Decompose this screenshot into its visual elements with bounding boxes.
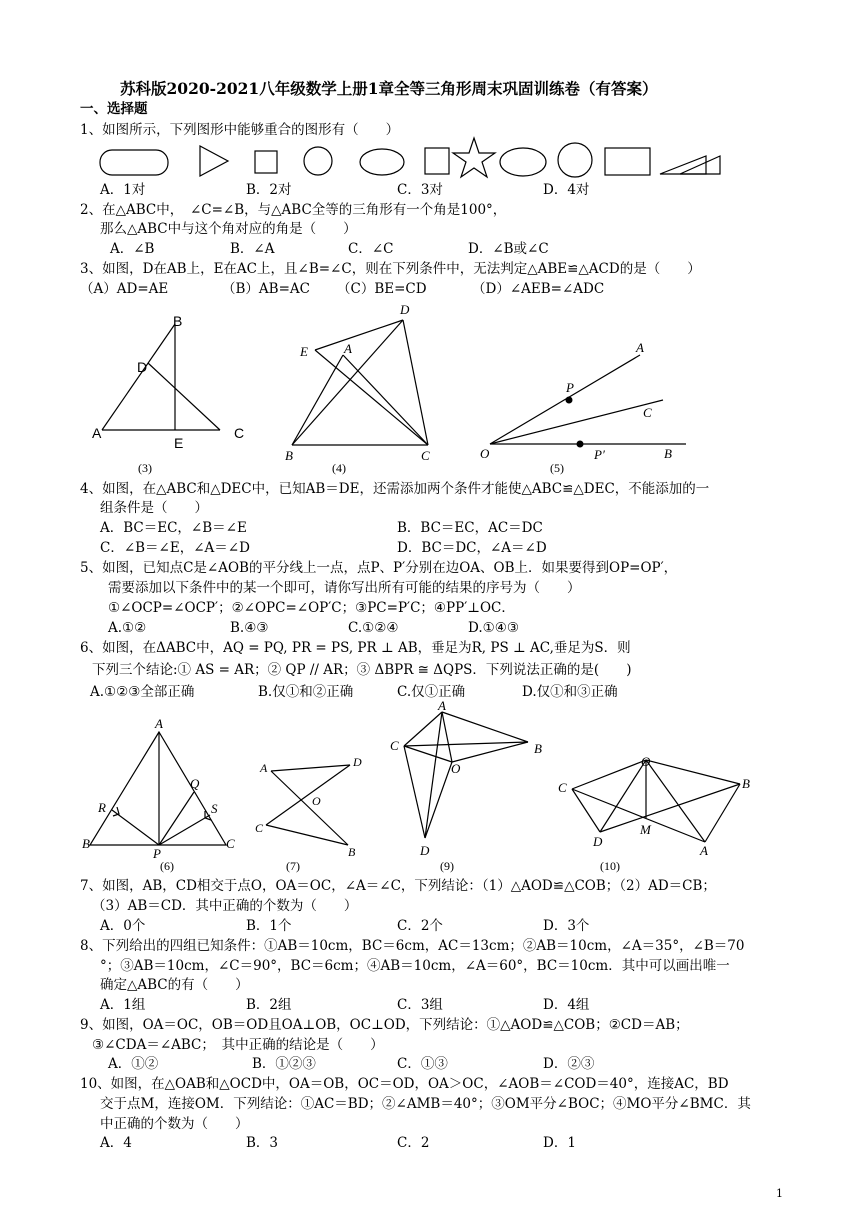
square-shape-2 <box>425 148 449 174</box>
figure-4 <box>285 302 430 475</box>
q1-option-c: C．3对 <box>397 182 443 198</box>
fig4-label-e: E <box>300 344 308 359</box>
q5-option-b: B.④③ <box>230 620 269 636</box>
circle-shape <box>304 147 332 175</box>
fig7-label-a: A <box>260 761 268 775</box>
figures-row-1 <box>80 300 780 478</box>
q6-stem-2: 下列三个结论:① AS = AR；② QP // AR；③ ΔBPR ≅ ΔQPS．下列说法正确的是( ) <box>92 662 632 678</box>
q7-option-c: C．2个 <box>397 918 443 934</box>
q4-option-c: C．∠B＝∠E，∠A＝∠D <box>100 540 250 556</box>
q7-stem-2: （3）AB＝CD．其中正确的个数为（ ） <box>92 898 358 914</box>
fig10-label-d: D <box>593 834 603 849</box>
q3-option-a: （A）AD=AE <box>80 281 169 297</box>
q4-option-b: B．BC＝EC，AC＝DC <box>397 520 543 536</box>
fig4-label-a: A <box>344 341 352 356</box>
fig4-label-c: C <box>421 448 430 463</box>
q9-option-a: A．①② <box>108 1056 159 1072</box>
q8-option-a: A．1组 <box>100 997 146 1013</box>
q6-option-d: D.仅①和③正确 <box>522 684 618 700</box>
q10-option-c: C．2 <box>397 1135 430 1151</box>
q4-stem-2: 组条件是（ ） <box>100 500 208 516</box>
page-title: 苏科版2020-2021八年级数学上册1章全等三角形周末巩固训练卷（有答案） <box>120 79 658 98</box>
fig5-caption: (5) <box>550 461 564 475</box>
fig5-label-c: C <box>643 405 652 420</box>
q5-stem: 5、如图，已知点C是∠AOB的平分线上一点，点P、P′分别在边OA、OB上．如果要得到OP=OP′， <box>80 560 678 576</box>
figure-7 <box>255 755 362 873</box>
ellipse-shape <box>360 149 404 175</box>
q2-option-c: C．∠C <box>348 241 394 257</box>
fig9-label-d: D <box>420 843 430 858</box>
star-shape <box>453 138 495 177</box>
fig3-label-c: C <box>234 425 245 441</box>
fig9-label-o: O <box>451 761 461 776</box>
q6-option-a: A.①②③全部正确 <box>90 684 195 700</box>
q5-option-d: D.①④③ <box>468 620 519 636</box>
fig9-label-c: C <box>390 738 399 753</box>
fig6-label-b: B <box>82 836 90 851</box>
q9-option-c: C．①③ <box>397 1056 448 1072</box>
point-p-prime <box>577 441 584 448</box>
q6-option-b: B.仅①和②正确 <box>258 684 354 700</box>
q2-stem-2: 那么△ABC中与这个角对应的角是（ ） <box>100 221 357 237</box>
fig6-label-r: R <box>98 800 106 815</box>
q9-option-b: B．①②③ <box>252 1056 316 1072</box>
fig4-caption: (4) <box>332 461 346 475</box>
fig3-label-e: E <box>174 435 184 451</box>
q1-option-a: A．1对 <box>100 182 146 198</box>
fig6-label-q: Q <box>190 776 200 791</box>
q2-option-b: B．∠A <box>230 241 275 257</box>
fig6-label-s: S <box>211 801 218 816</box>
fig5-label-o: O <box>480 446 490 461</box>
fig3-label-a: A <box>92 425 102 441</box>
q8-stem: 8、下列给出的四组已知条件：①AB＝10cm，BC＝6cm，AC＝13cm；②AB＝10cm，∠A＝35°，∠B＝70 <box>80 938 745 954</box>
figures-row-2 <box>80 700 780 878</box>
fig10-label-a: A <box>700 843 708 858</box>
fig10-label-m: M <box>640 822 651 837</box>
q1-stem: 1、如图所示，下列图形中能够重合的图形有（ ） <box>80 122 400 138</box>
ellipse-shape-2 <box>500 148 546 176</box>
fig7-caption: (7) <box>286 859 300 873</box>
fig10-label-b: B <box>742 776 750 791</box>
fig6-caption: (6) <box>160 859 174 873</box>
q8-option-d: D．4组 <box>543 997 590 1013</box>
q2-option-d: D．∠B或∠C <box>468 241 549 257</box>
figure-6 <box>82 716 235 873</box>
fig10-caption: (10) <box>600 859 620 873</box>
fig5-label-b: B <box>664 446 672 461</box>
q8-option-c: C．3组 <box>397 997 443 1013</box>
q10-option-b: B．3 <box>246 1135 279 1151</box>
fig6-label-a: A <box>155 716 163 731</box>
q7-option-d: D．3个 <box>543 918 590 934</box>
fig5-label-a: A <box>636 340 644 355</box>
q10-stem-3: 中正确的个数为（ ） <box>100 1116 249 1132</box>
q7-option-b: B．1个 <box>246 918 292 934</box>
q10-stem-2: 交于点M，连接OM．下列结论：①AC＝BD；②∠AMB＝40°；③OM平分∠BOC；④MO平分∠BMC．其 <box>100 1096 751 1112</box>
q9-option-d: D．②③ <box>543 1056 595 1072</box>
fig3-label-d: D <box>137 359 148 375</box>
fig7-label-o: O <box>312 794 321 808</box>
point-p <box>566 397 573 404</box>
q1-option-b: B．2对 <box>246 182 292 198</box>
fig7-label-b: B <box>348 845 356 859</box>
fig3-label-b: B <box>173 313 183 329</box>
rectangle-shape <box>605 148 650 175</box>
fig7-label-d: D <box>353 755 362 769</box>
q5-option-c: C.①②④ <box>348 620 399 636</box>
figure-5 <box>480 340 686 475</box>
fig10-label-o: O <box>641 754 651 769</box>
fig3-caption: (3) <box>138 461 152 475</box>
q5-option-a: A.①② <box>108 620 147 636</box>
q3-option-d: （D）∠AEB=∠ADC <box>472 281 605 297</box>
q2-option-a: A．∠B <box>110 241 155 257</box>
q1-shapes-figure <box>90 136 730 180</box>
fig9-label-b: B <box>534 741 542 756</box>
q6-option-c: C.仅①正确 <box>397 684 466 700</box>
fig9-caption: (9) <box>440 859 454 873</box>
q2-stem: 2、在△ABC中， ∠C=∠B，与△ABC全等的三角形有一个角是100°， <box>80 202 507 218</box>
q7-option-a: A．0个 <box>100 918 146 934</box>
q3-option-b: （B）AB=AC <box>222 281 310 297</box>
figure-3 <box>92 313 244 475</box>
q4-option-d: D．BC＝DC，∠A＝∠D <box>397 540 547 556</box>
square-shape <box>255 151 277 173</box>
q6-stem: 6、如图，在ΔABC中，AQ = PQ, PR = PS, PR ⊥ AB，垂足为R, PS ⊥ AC,垂足为S．则 <box>80 640 631 656</box>
fig5-label-p: P <box>566 380 574 395</box>
q3-stem: 3、如图，D在AB上，E在AC上，且∠B=∠C，则在下列条件中，无法判定△ABE≌△ACD的是（ ） <box>80 261 701 277</box>
q8-stem-3: 确定△ABC的有（ ） <box>100 977 249 993</box>
q10-option-d: D．1 <box>543 1135 576 1151</box>
q8-option-b: B．2组 <box>246 997 292 1013</box>
q7-stem: 7、如图，AB，CD相交于点O，OA＝OC，∠A＝∠C，下列结论：（1）△AOD≌△COB；（2）AD＝CB； <box>80 878 716 894</box>
q3-option-c: （C）BE=CD <box>337 281 427 297</box>
fig5-label-p-prime: P′ <box>594 447 605 462</box>
circle-shape-2 <box>558 143 592 177</box>
q5-stem-3: ①∠OCP=∠OCP′；②∠OPC=∠OP′C；③PC=P′C；④PP′⊥OC． <box>108 600 515 616</box>
figure-9 <box>390 700 542 873</box>
figure-10 <box>558 754 750 873</box>
q9-stem: 9、如图，OA＝OC，OB＝OD且OA⊥OB，OC⊥OD，下列结论：①△AOD≌△COB；②CD＝AB； <box>80 1017 689 1033</box>
q10-option-a: A．4 <box>100 1135 132 1151</box>
q1-option-d: D．4对 <box>543 182 590 198</box>
rounded-rect-shape <box>100 150 168 175</box>
section-heading: 一、选择题 <box>80 101 148 117</box>
q5-stem-2: 需要添加以下条件中的某一个即可，请你写出所有可能的结果的序号为（ ） <box>108 580 581 596</box>
fig6-label-p: P <box>153 846 161 861</box>
page-number: 1 <box>776 1187 783 1200</box>
triangle-shape <box>200 146 228 176</box>
fig9-label-a: A <box>438 700 446 713</box>
fig6-label-c: C <box>226 836 235 851</box>
q10-stem: 10、如图，在△OAB和△OCD中，OA＝OB，OC＝OD，OA＞OC，∠AOB＝∠COD＝40°，连接AC，BD <box>80 1076 729 1092</box>
fig4-label-d: D <box>400 302 410 317</box>
q4-stem: 4、如图，在△ABC和△DEC中，已知AB＝DE，还需添加两个条件才能使△ABC≌△DEC，不能添加的一 <box>80 481 710 497</box>
q4-option-a: A．BC＝EC，∠B＝∠E <box>100 520 247 536</box>
q8-stem-2: °；③AB＝10cm，∠C＝90°，BC＝6cm；④AB＝10cm，∠A＝60°，BC＝10cm．其中可以画出唯一 <box>100 958 730 974</box>
fig7-label-c: C <box>255 821 264 835</box>
q9-stem-2: ③∠CDA＝∠ABC； 其中正确的结论是（ ） <box>92 1037 384 1053</box>
fig4-label-b: B <box>285 448 293 463</box>
fig10-label-c: C <box>558 780 567 795</box>
